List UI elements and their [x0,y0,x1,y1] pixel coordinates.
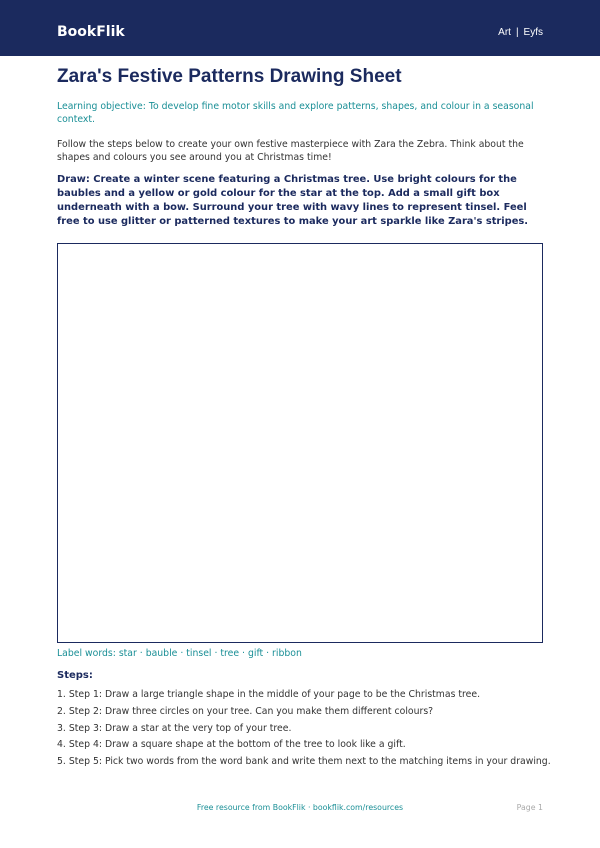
draw-instruction: Draw: Create a winter scene featuring a Christmas tree. Use bright colours for the baubles and a yellow or gold colour for the star at the top. Add a small gift box underneath with a bow. Surround your tree with wavy lines to represent tinsel. Feel free to use glitter or patterned textures to make your art sparkle like Zara's stripes. [57,174,529,227]
breadcrumb [498,27,543,38]
step-item: 5. Step 5: Pick two words from the word bank and write them next to the matching items in your drawing. [57,756,551,768]
label-words: Label words: star · bauble · tinsel · tree · gift · ribbon [57,648,302,659]
learning-objective: Learning objective: To develop fine motor skills and explore patterns, shapes, and colour in a seasonal context. [57,101,534,125]
step-item: 2. Step 2: Draw three circles on your tree. Can you make them different colours? [57,705,434,717]
steps-heading: Steps: [57,670,93,681]
intro-text: Follow the steps below to create your own festive masterpiece with Zara the Zebra. Think about the shapes and colours you see around you at Christmas time! [57,139,524,163]
breadcrumb-level[interactable]: Eyfs [523,27,543,38]
step-item: 4. Step 4: Draw a square shape at the bottom of the tree to look like a gift. [57,739,406,751]
breadcrumb-separator: | [515,27,519,38]
brand-logo[interactable]: BookFlik [57,24,125,40]
footer-link[interactable]: Free resource from BookFlik · bookflik.com/resources [196,803,404,812]
drawing-area[interactable] [57,243,543,643]
step-item: 3. Step 3: Draw a star at the very top of your tree. [57,722,292,734]
page-title: Zara's Festive Patterns Drawing Sheet [57,66,402,87]
page-number: Page 1 [516,803,543,812]
header-bar [0,0,600,56]
step-item: 1. Step 1: Draw a large triangle shape in the middle of your page to be the Christmas tree. [57,689,481,700]
steps-list [57,688,551,772]
breadcrumb-subject[interactable]: Art [498,27,511,38]
